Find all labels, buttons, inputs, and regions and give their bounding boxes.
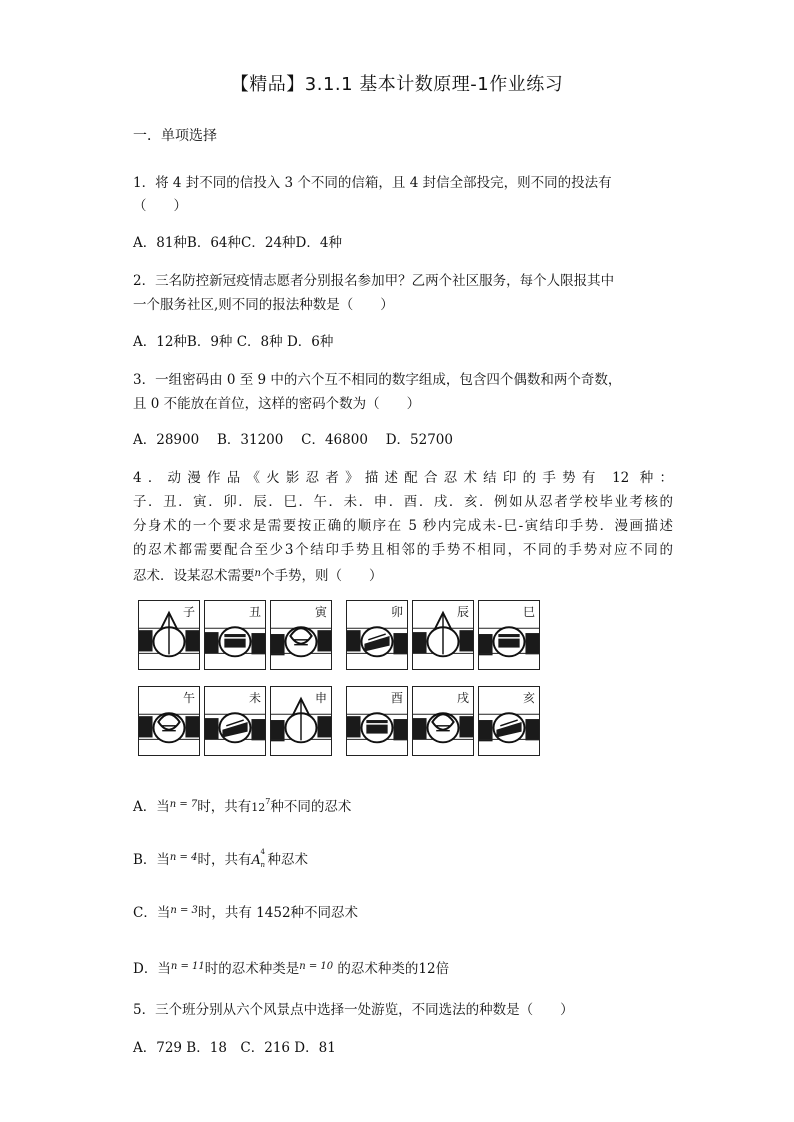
question-3-options: A．28900 B．31200 C．46800 D．52700 bbox=[133, 432, 453, 448]
hand-sign-label: 亥 bbox=[522, 691, 535, 705]
hand-sign-label: 寅 bbox=[314, 605, 327, 619]
question-4-option-c bbox=[133, 899, 673, 925]
math-expression: n = 10 bbox=[299, 961, 334, 972]
option-text: 种忍术 bbox=[267, 852, 308, 868]
hand-sign-label: 午 bbox=[182, 691, 195, 705]
question-1-text: 1．将 4 封不同的信投入 3 个不同的信箱，且 4 封信全部投完，则不同的投法有 bbox=[133, 175, 612, 191]
hand-sign-label: 戌 bbox=[456, 691, 469, 705]
hand-sign-label: 卯 bbox=[390, 605, 403, 619]
option-label: A．当 bbox=[133, 799, 170, 815]
option-text: 种不同的忍术 bbox=[270, 799, 352, 815]
question-2-text-cont: 一个服务社区,则不同的报法种数是（ ） bbox=[133, 297, 394, 313]
hand-sign-panel bbox=[204, 686, 266, 756]
hand-sign-label: 巳 bbox=[522, 605, 535, 619]
option-label: D．当 bbox=[133, 961, 171, 977]
question-3-text: 3．一组密码由 0 至 9 中的六个互不相同的数字组成，包含四个偶数和两个奇数， bbox=[133, 372, 622, 388]
hand-sign-panel bbox=[478, 600, 540, 670]
math-expression: n = 11 bbox=[170, 961, 205, 972]
hand-sign-panel bbox=[346, 686, 408, 756]
math-arrangement bbox=[251, 848, 267, 873]
math-symbol-a: A bbox=[251, 853, 261, 868]
hand-sign-panel bbox=[412, 686, 474, 756]
option-text: 时的忍术种类是 bbox=[204, 961, 300, 977]
question-4-text-4: 的忍术都需要配合至少3个结印手势且相邻的手势不相同，不同的手势对应不同的 bbox=[133, 542, 673, 558]
question-4-option-b bbox=[133, 846, 673, 873]
q4-text-part: 个手势，则（ ） bbox=[260, 568, 383, 584]
question-1-text-cont: （ ） bbox=[133, 198, 187, 214]
hand-sign-panel bbox=[478, 686, 540, 756]
page-title: 【精品】3.1.1 基本计数原理-1作业练习 bbox=[230, 74, 564, 95]
math-superscript: 4 bbox=[260, 848, 265, 856]
hand-sign-panel bbox=[204, 600, 266, 670]
math-variable-n: n bbox=[254, 568, 261, 579]
question-5-options: A．729 B．18 C．216 D．81 bbox=[133, 1040, 336, 1056]
math-expression: n = 7 bbox=[169, 799, 198, 810]
math-subscript: n bbox=[260, 861, 265, 869]
hand-sign-panel bbox=[270, 686, 332, 756]
hand-sign-label: 申 bbox=[314, 691, 327, 705]
q4-text-part: 忍术．设某忍术需要 bbox=[133, 568, 255, 584]
question-4-option-d bbox=[133, 955, 673, 981]
question-4-text-2: 子．丑．寅．卯．辰．巳．午．未．申．酉．戌．亥．例如从忍者学校毕业考核的 bbox=[133, 494, 673, 510]
option-label: C．当 bbox=[133, 905, 171, 921]
question-4-text-5 bbox=[133, 562, 673, 588]
option-text: 的忍术种类的12倍 bbox=[333, 961, 450, 977]
hand-sign-panel bbox=[138, 686, 200, 756]
question-4-option-a bbox=[133, 790, 673, 820]
option-text: 时，共有 bbox=[197, 852, 252, 868]
math-expression: n = 4 bbox=[169, 852, 198, 863]
question-2-options: A．12种B．9种 C．8种 D．6种 bbox=[133, 334, 334, 350]
question-4-text-3: 分身术的一个要求是需要按正确的顺序在 5 秒内完成未-巳-寅结印手势．漫画描述 bbox=[133, 518, 673, 534]
math-base: 12 bbox=[251, 801, 266, 814]
question-3-text-cont: 且 0 不能放在首位，这样的密码个数为（ ） bbox=[133, 396, 421, 412]
hand-sign-panel bbox=[412, 600, 474, 670]
hand-signs-figure bbox=[138, 598, 542, 762]
hand-sign-label: 辰 bbox=[456, 605, 469, 619]
option-text: 时，共有 1452种不同忍术 bbox=[197, 905, 359, 921]
math-expression: n = 3 bbox=[170, 905, 198, 916]
hand-sign-panel bbox=[270, 600, 332, 670]
question-4-text: 4．动漫作品《火影忍者》描述配合忍术结印的手势有 12 种： bbox=[133, 470, 673, 486]
hand-sign-panel bbox=[346, 600, 408, 670]
hand-sign-label: 酉 bbox=[390, 691, 403, 705]
question-2-text: 2．三名防控新冠疫情志愿者分别报名参加甲？乙两个社区服务，每个人限报其中 bbox=[133, 273, 615, 289]
math-exponent: 7 bbox=[265, 797, 271, 806]
section-heading: 一．单项选择 bbox=[133, 128, 217, 144]
hand-sign-label: 子 bbox=[182, 605, 195, 619]
hand-sign-label: 未 bbox=[248, 691, 261, 705]
option-label: B．当 bbox=[133, 852, 170, 868]
hand-sign-panel bbox=[138, 600, 200, 670]
question-5-text: 5．三个班分别从六个风景点中选择一处游览，不同选法的种数是（ ） bbox=[133, 1002, 574, 1018]
question-1-options: A．81种B．64种C．24种D．4种 bbox=[133, 235, 342, 251]
option-text: 时，共有 bbox=[197, 799, 252, 815]
hand-sign-label: 丑 bbox=[248, 605, 261, 619]
